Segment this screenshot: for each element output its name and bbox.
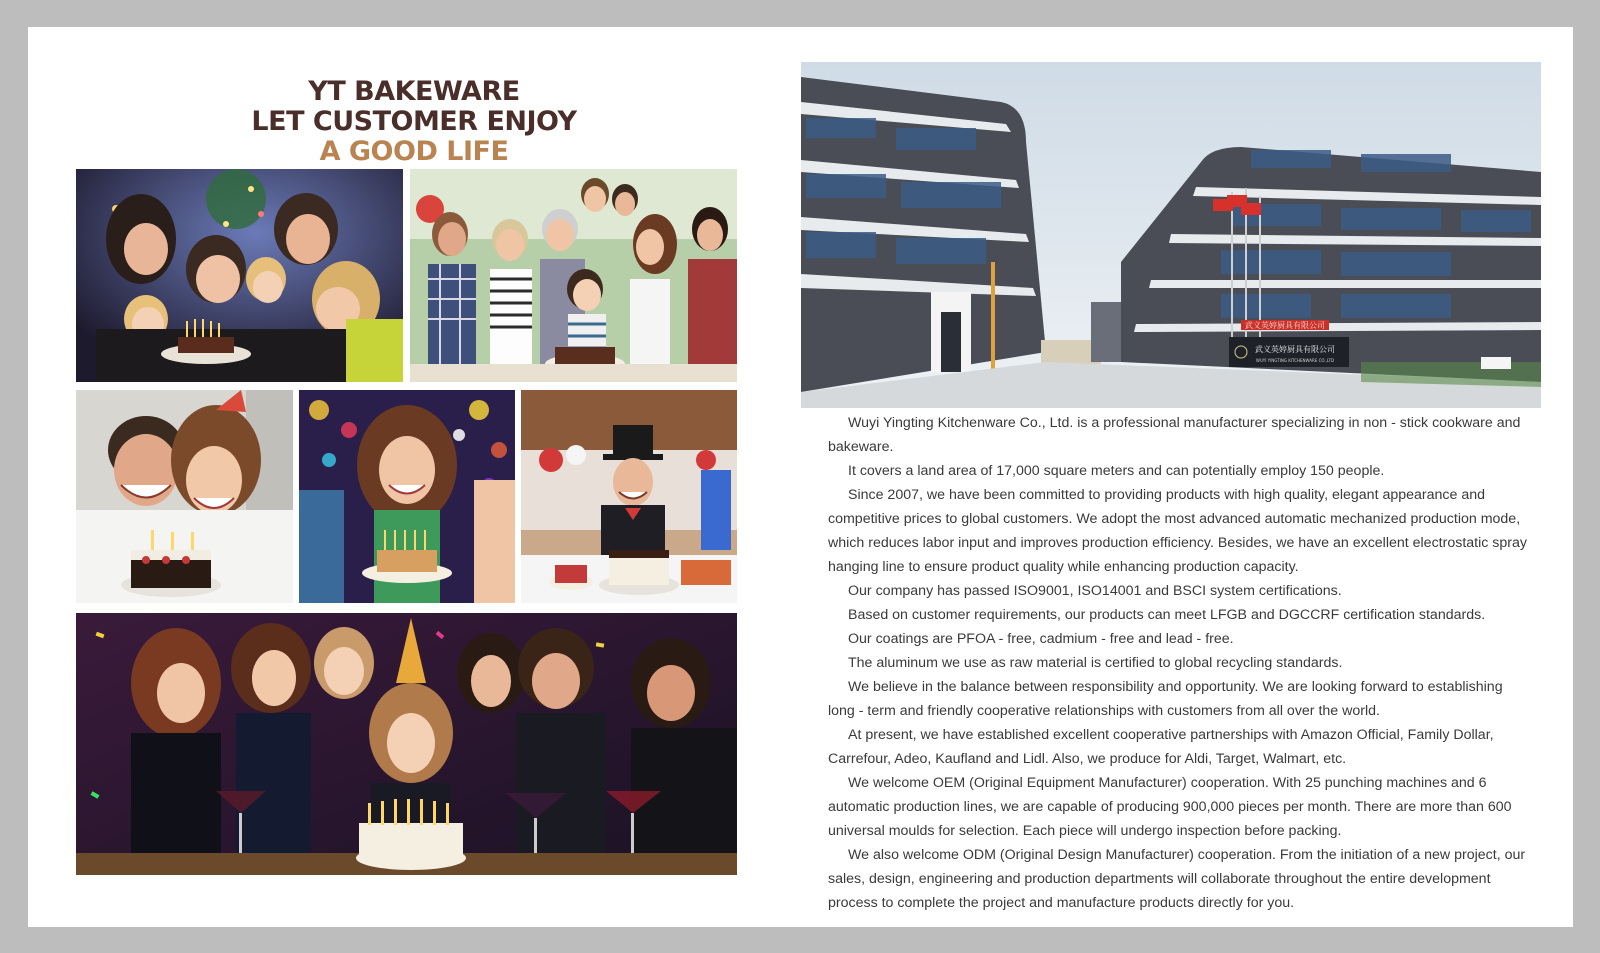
- gate-sign-subtext: WUYI YINGTING KITCHENWARE CO.,LTD: [1255, 358, 1335, 363]
- heading-line-2: LET CUSTOMER ENJOY: [251, 106, 577, 137]
- paragraph-balance: We believe in the balance between responsibility and opportunity. We are looking forward to establishing long - term and friendly cooperative relationships with customers from all over the world.: [828, 679, 1503, 719]
- friends-party-photo: [76, 613, 737, 875]
- group-celebration-photo: [410, 169, 737, 382]
- couple-selfie-photo: [76, 390, 293, 603]
- heading-line-1: YT BAKEWARE: [308, 76, 520, 107]
- paragraph-intro: Wuyi Yingting Kitchenware Co., Ltd. is a professional manufacturer specializing in non - stick cookware and bakeware.: [828, 415, 1521, 455]
- paragraph-oem: We welcome OEM (Original Equipment Manufacturer) cooperation. With 25 punching machines and 6 automatic production lines, we are capable of producing 900,000 pieces per month. There are more than 600 universal moulds for selection. Each piece will undergo inspection before packing.: [828, 775, 1512, 839]
- paragraph-history: Since 2007, we have been committed to providing products with high quality, elegant appearance and competitive prices to global customers. We adopt the most advanced automatic mechanized production mode, which reduces labor input and improves production efficiency. Besides, we have an excellent electrostatic spray hanging line to ensure product quality while enhancing production capacity.: [828, 487, 1527, 575]
- paragraph-coatings: Our coatings are PFOA - free, cadmium - free and lead - free.: [848, 631, 1234, 647]
- paragraph-lfgb: Based on customer requirements, our products can meet LFGB and DGCCRF certification standards.: [848, 607, 1486, 623]
- factory-building-photo: [801, 62, 1541, 408]
- family-birthday-photo: [76, 169, 403, 382]
- company-description: [828, 411, 1533, 915]
- brochure-page: [28, 27, 1573, 927]
- roof-sign-text: 武义英婷厨具有限公司: [1245, 321, 1325, 330]
- paragraph-odm: We also welcome ODM (Original Design Manufacturer) cooperation. From the initiation of a new project, our sales, design, engineering and production departments will collaborate throughout the entire development process to complete the project and manufacture products directly for you.: [828, 847, 1526, 911]
- paragraph-iso: Our company has passed ISO9001, ISO14001 and BSCI system certifications.: [848, 583, 1342, 599]
- brand-heading: [78, 77, 750, 167]
- gate-sign-text: 武义英婷厨具有限公司: [1255, 345, 1335, 354]
- paragraph-partners: At present, we have established excellent cooperative partnerships with Amazon Official, Family Dollar, Carrefour, Adeo, Kaufland and Lidl. Also, we produce for Aldi, Target, Walmart, etc.: [828, 727, 1494, 767]
- heading-line-3: A GOOD LIFE: [319, 136, 509, 167]
- top-hat-man-photo: [521, 390, 737, 603]
- woman-cake-photo: [299, 390, 515, 603]
- paragraph-area: It covers a land area of 17,000 square meters and can potentially employ 150 people.: [848, 463, 1385, 479]
- paragraph-aluminum: The aluminum we use as raw material is certified to global recycling standards.: [848, 655, 1343, 671]
